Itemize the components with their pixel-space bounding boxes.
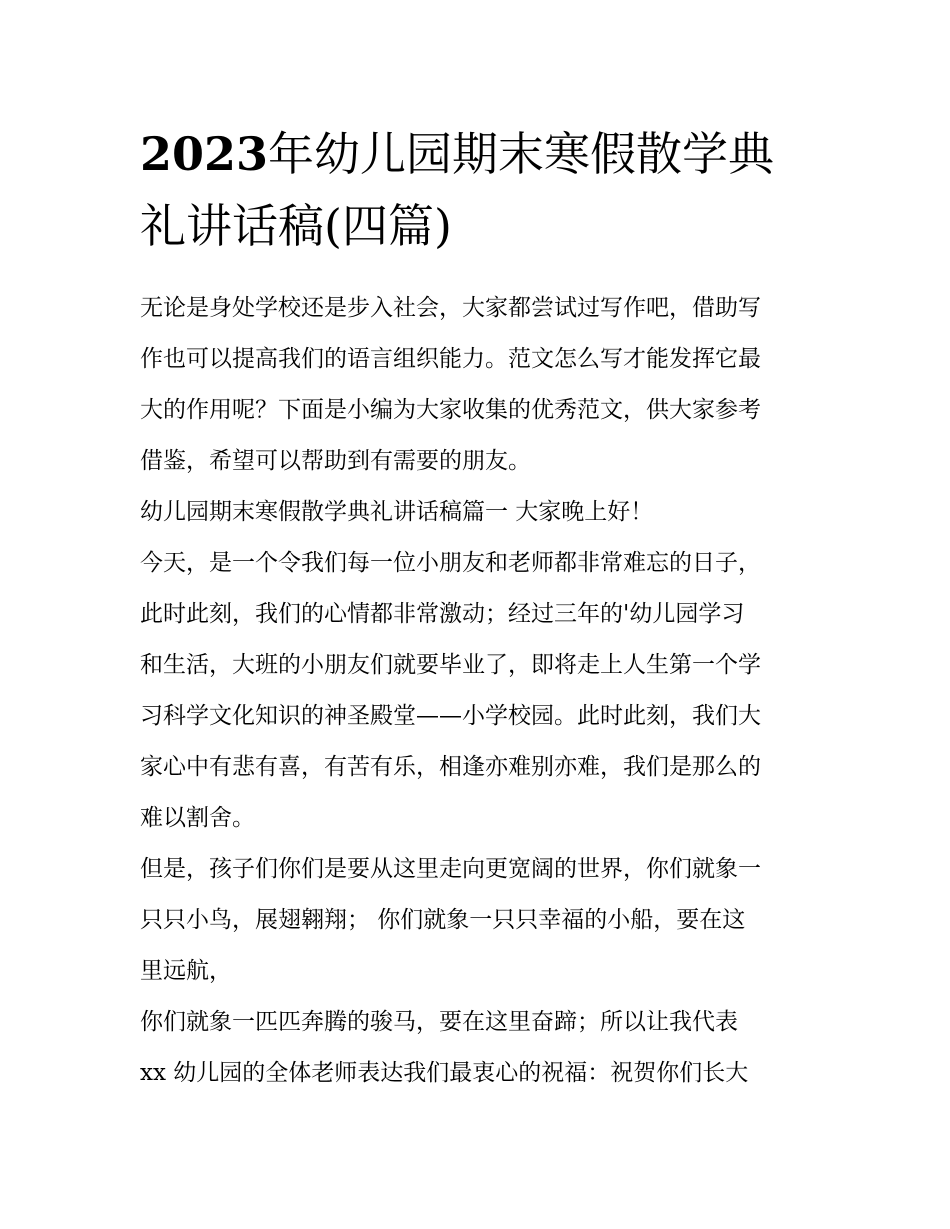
body-line: 今天，是一个令我们每一位小朋友和老师都非常难忘的日子， [140, 550, 761, 576]
body-line: 你们就象一匹匹奔腾的骏马，要在这里奋蹄；所以让我代表 [140, 1009, 738, 1035]
body-line: 此时此刻，我们的心情都非常激动；经过三年的'幼儿园学习 [140, 601, 745, 627]
body-line: xx 幼儿园的全体老师表达我们最衷心的祝福：祝贺你们长大 [140, 1060, 749, 1086]
body-line: 里远航， [140, 958, 232, 984]
body-line: 只只小鸟，展翅翱翔； 你们就象一只只幸福的小船，要在这 [140, 907, 746, 933]
title-year: 2023 [140, 127, 269, 181]
document-body [140, 283, 830, 1099]
body-line: 但是，孩子们你们是要从这里走向更宽阔的世界，你们就象一 [140, 856, 761, 882]
body-line: 借鉴，希望可以帮助到有需要的朋友。 [140, 448, 531, 474]
body-line: 大的作用呢？下面是小编为大家收集的优秀范文，供大家参考 [140, 397, 761, 423]
body-line: 家心中有悲有喜，有苦有乐，相逢亦难别亦难，我们是那么的 [140, 754, 761, 780]
title-line-1: 年幼儿园期末寒假散学典 [268, 127, 775, 181]
title-line-2: 礼讲话稿(四篇) [140, 199, 452, 253]
body-line: 作也可以提高我们的语言组织能力。范文怎么写才能发挥它最 [140, 346, 761, 372]
document-title [140, 118, 820, 262]
body-line: 习科学文化知识的神圣殿堂——小学校园。此时此刻，我们大 [140, 703, 761, 729]
body-line: 幼儿园期末寒假散学典礼讲话稿篇一 大家晚上好！ [140, 499, 654, 525]
body-line: 无论是身处学校还是步入社会，大家都尝试过写作吧，借助写 [140, 295, 761, 321]
body-line: 难以割舍。 [140, 805, 255, 831]
body-line: 和生活，大班的小朋友们就要毕业了，即将走上人生第一个学 [140, 652, 761, 678]
